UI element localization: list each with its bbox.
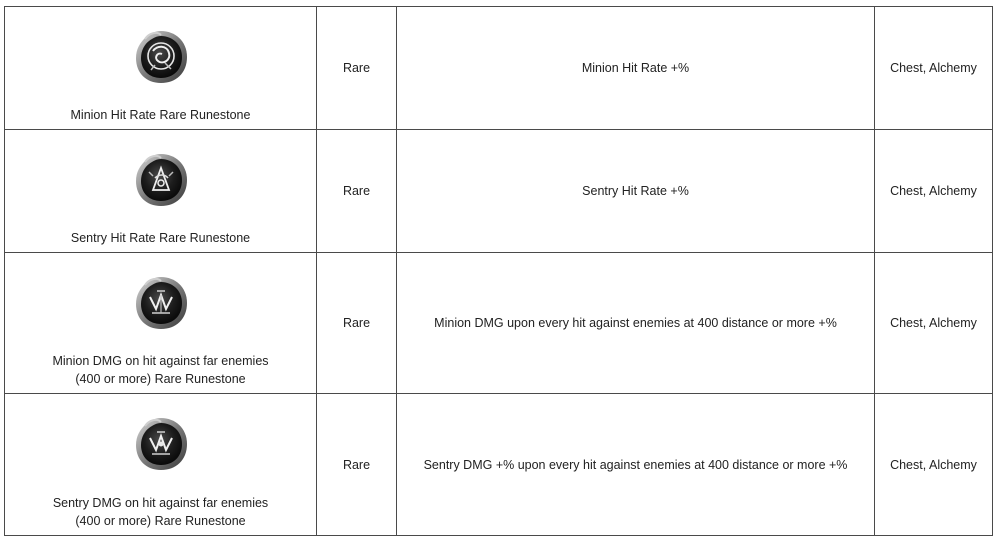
runestone-name-line2: (400 or more) Rare Runestone xyxy=(75,514,246,528)
source-cell: Chest, Alchemy xyxy=(875,130,993,253)
table-row xyxy=(5,7,993,130)
table-row xyxy=(5,130,993,253)
runestone-name: Minion Hit Rate Rare Runestone xyxy=(70,108,251,122)
rarity-cell: Rare xyxy=(317,7,397,130)
effect-cell: Minion Hit Rate +% xyxy=(397,7,875,130)
rarity-cell: Rare xyxy=(317,130,397,253)
rune-glyph-icon xyxy=(131,273,191,333)
runestone-table xyxy=(4,6,993,536)
runestone-name-cell xyxy=(5,394,317,536)
effect-cell: Sentry DMG +% upon every hit against enemies at 400 distance or more +% xyxy=(397,394,875,536)
rune-swirl-icon xyxy=(131,27,191,87)
table-row xyxy=(5,394,993,536)
runestone-name xyxy=(11,494,310,530)
effect-cell: Minion DMG upon every hit against enemies at 400 distance or more +% xyxy=(397,253,875,394)
table-row xyxy=(5,253,993,394)
runestone-name-cell xyxy=(5,7,317,130)
source-cell: Chest, Alchemy xyxy=(875,7,993,130)
runestone-name-cell xyxy=(5,253,317,394)
runestone-name xyxy=(11,352,310,388)
source-cell: Chest, Alchemy xyxy=(875,394,993,536)
rarity-cell: Rare xyxy=(317,394,397,536)
runestone-name-line2: (400 or more) Rare Runestone xyxy=(75,372,246,386)
runestone-name-line1: Sentry DMG on hit against far enemies xyxy=(52,496,269,510)
runestone-name-line1: Minion DMG on hit against far enemies xyxy=(52,354,269,368)
runestone-name: Sentry Hit Rate Rare Runestone xyxy=(70,231,251,245)
rarity-cell: Rare xyxy=(317,253,397,394)
rune-tower-icon xyxy=(131,150,191,210)
runestone-name-cell xyxy=(5,130,317,253)
effect-cell: Sentry Hit Rate +% xyxy=(397,130,875,253)
source-cell: Chest, Alchemy xyxy=(875,253,993,394)
rune-glyph-icon xyxy=(131,414,191,474)
